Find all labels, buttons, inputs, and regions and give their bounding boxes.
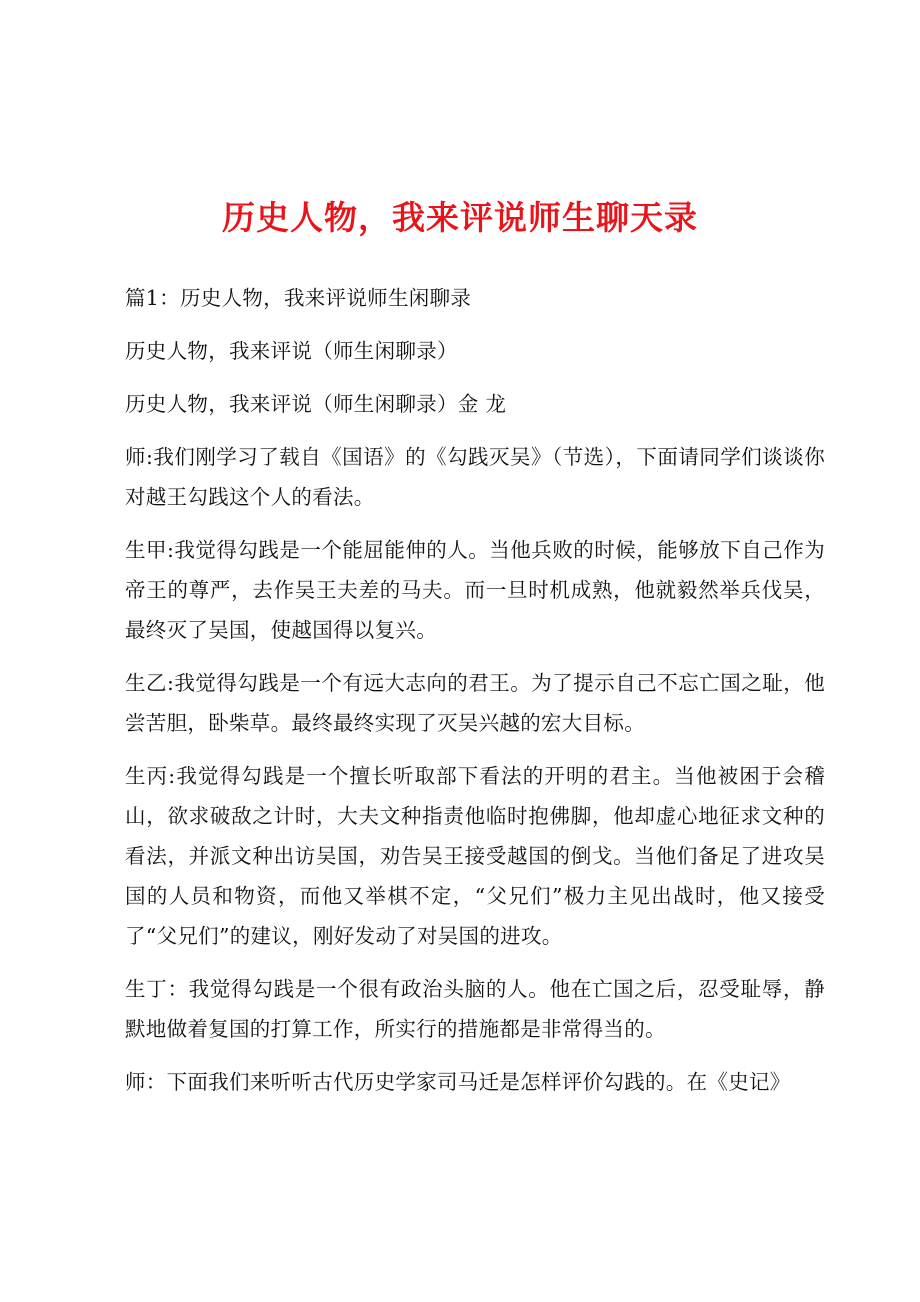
paragraph-subtitle: 历史人物，我来评说（师生闲聊录） [125, 339, 458, 363]
document-body [125, 278, 825, 1115]
paragraph-teacher-intro: 师:我们刚学习了载自《国语》的《勾践灭吴》（节选），下面请同学们谈谈你对越王勾践这个人的看法。 [125, 445, 825, 509]
paragraph-teacher-sima-qian: 师：下面我们来听听古代历史学家司马迁是怎样评价勾践的。在《史记》 [125, 1070, 791, 1094]
paragraph-student-d: 生丁：我觉得勾践是一个很有政治头脑的人。他在亡国之后，忍受耻辱，静默地做着复国的打算工作，所实行的措施都是非常得当的。 [125, 977, 825, 1041]
paragraph-student-c: 生丙:我觉得勾践是一个擅长听取部下看法的开明的君主。当他被困于会稽山，欲求破敌之计时，大夫文种指责他临时抱佛脚，他却虚心地征求文种的看法，并派文种出访吴国，劝告吴王接受越国的倒戈。当他们备足了进攻吴国的人员和物资，而他又举棋不定，“父兄们”极力主见出战时，他又接受了“父兄们”的建议，刚好发动了对吴国的进攻。 [125, 764, 825, 948]
paragraph-student-b: 生乙:我觉得勾践是一个有远大志向的君王。为了提示自己不忘亡国之耻，他尝苦胆，卧柴草。最终最终实现了灭吴兴越的宏大目标。 [125, 671, 825, 735]
paragraph-subtitle-author: 历史人物，我来评说（师生闲聊录）金 龙 [125, 392, 507, 416]
paragraph-student-a: 生甲:我觉得勾践是一个能屈能伸的人。当他兵败的时候，能够放下自己作为帝王的尊严，去作吴王夫差的马夫。而一旦时机成熟，他就毅然举兵伐吴，最终灭了吴国，使越国得以复兴。 [125, 538, 825, 642]
document-title: 历史人物，我来评说师生聊天录 [222, 198, 698, 237]
paragraph-section-heading: 篇1：历史人物，我来评说师生闲聊录 [125, 286, 472, 310]
